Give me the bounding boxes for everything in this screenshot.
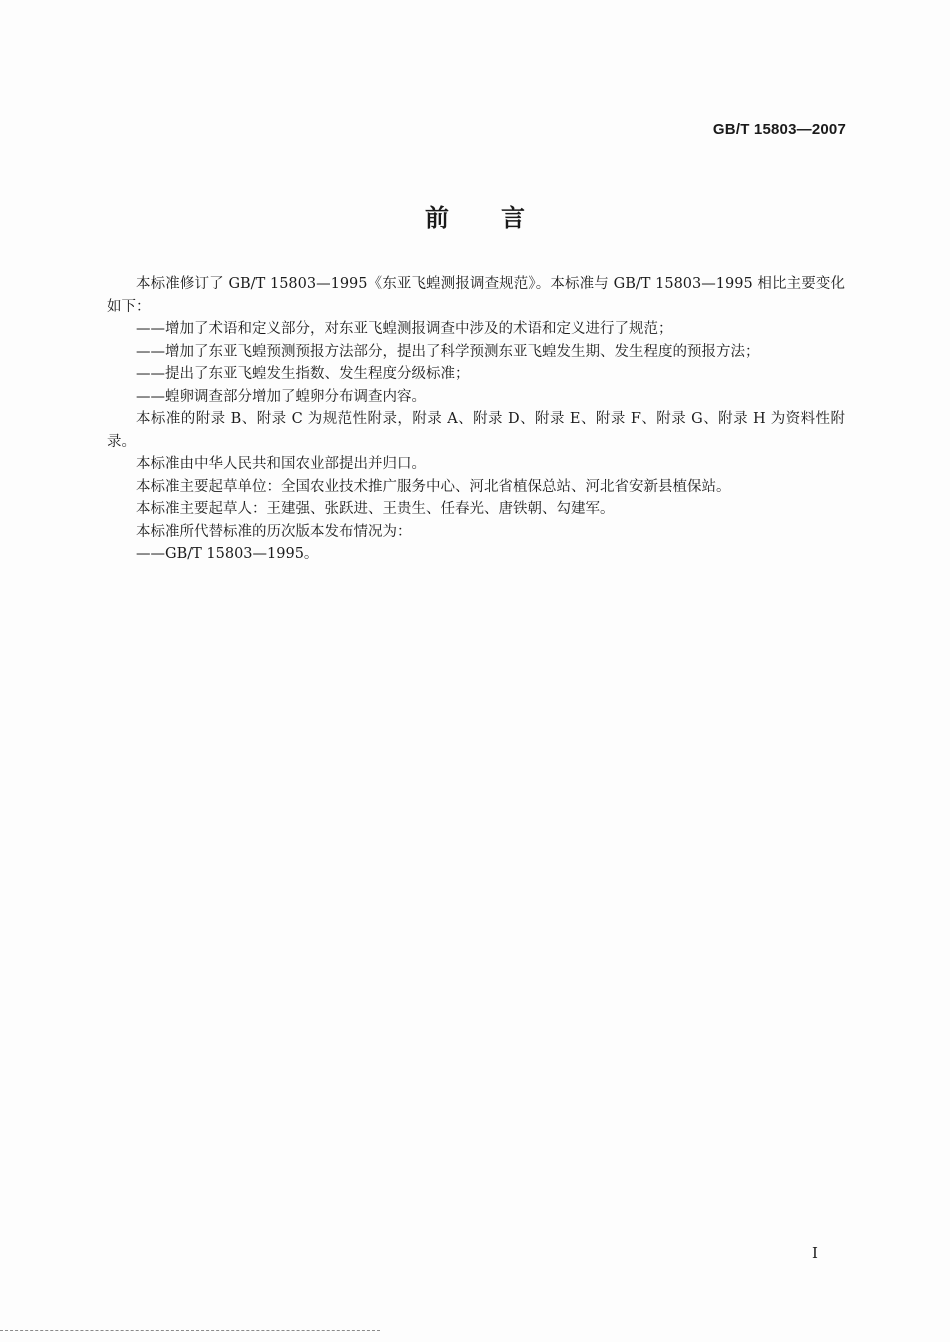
list-item-change-forecast: ——增加了东亚飞蝗预测预报方法部分，提出了科学预测东亚飞蝗发生期、发生程度的预报方法； <box>136 343 760 360</box>
list-item-change-index: ——提出了东亚飞蝗发生指数、发生程度分级标准； <box>136 366 470 382</box>
page-title: 前言 <box>425 204 577 232</box>
paragraph-revision: 本标准修订了 GB/T 15803—1995《东亚飞蝗测报调查规范》。本标准与 GB/T 15803—1995 相比主要变化如下： <box>107 276 845 315</box>
paragraph-drafters: 本标准主要起草人：王建强、张跃进、王贵生、任春光、唐铁朝、勾建军。 <box>136 501 615 517</box>
paragraph-proposer: 本标准由中华人民共和国农业部提出并归口。 <box>136 456 426 472</box>
page-number: I <box>812 1244 818 1262</box>
paragraph-annexes: 本标准的附录 B、附录 C 为规范性附录，附录 A、附录 D、附录 E、附录 F、附录 G、附录 H 为资料性附录。 <box>107 411 845 450</box>
foreword-body <box>107 273 845 566</box>
list-item-change-eggs: ——蝗卵调查部分增加了蝗卵分布调查内容。 <box>136 388 426 405</box>
bottom-divider <box>0 1330 380 1331</box>
paragraph-drafting-units: 本标准主要起草单位：全国农业技术推广服务中心、河北省植保总站、河北省安新县植保站。 <box>136 478 731 495</box>
standard-number: GB/T 15803—2007 <box>712 121 846 138</box>
paragraph-history: 本标准所代替标准的历次版本发布情况为： <box>136 523 412 540</box>
list-item-previous-version: ——GB/T 15803—1995。 <box>136 546 319 562</box>
list-item-change-terms: ——增加了术语和定义部分，对东亚飞蝗测报调查中涉及的术语和定义进行了规范； <box>136 321 673 337</box>
